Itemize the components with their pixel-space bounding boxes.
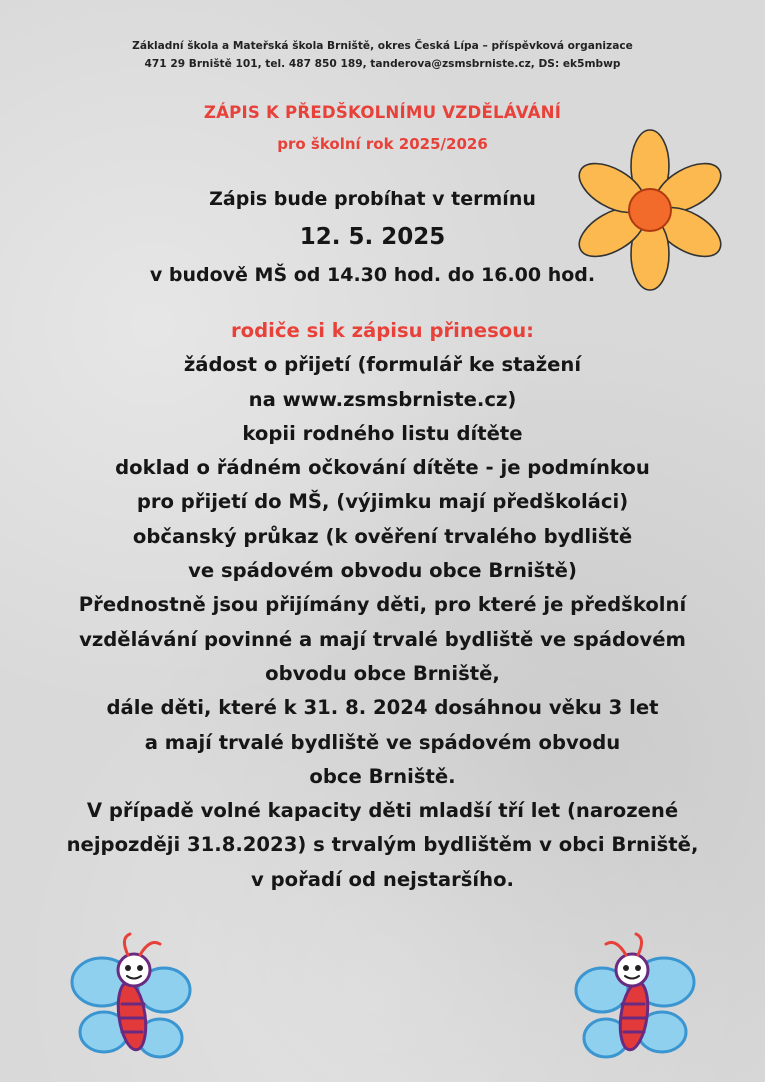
butterfly-icon [572,930,702,1072]
rules-line: v pořadí od nejstaršího. [251,867,514,891]
school-header [0,37,765,73]
bring-line: doklad o řádném očkování dítěte - je podmínkou [115,456,650,480]
requirements-block [0,314,765,897]
bring-line: žádost o přijetí (formulář ke stažení [183,353,582,377]
rules-line: Přednostně jsou přijímány děti, pro které je předškolní [78,593,687,617]
bring-line: kopii rodného listu dítěte [242,421,523,445]
school-name-line: Základní škola a Mateřská škola Brniště, okres Česká Lípa – příspěvková organizace [132,40,633,52]
term-date: 12. 5. 2025 [299,224,446,250]
rules-line: dále děti, které k 31. 8. 2024 dosáhnou věku 3 let [106,696,659,720]
butterfly-icon [64,930,194,1072]
rules-line: vzdělávání povinné a mají trvalé bydliště ve spádovém [79,627,686,651]
flower-icon [578,112,728,290]
school-contact-line: 471 29 Brniště 101, tel. 487 850 189, tanderova@zsmsbrniste.cz, DS: ek5mbwp [144,58,621,70]
school-year-subtitle: pro školní rok 2025/2026 [277,135,488,153]
rules-line: V případě volné kapacity děti mladší tří let (narozené [86,799,679,823]
term-place-time: v budově MŠ od 14.30 hod. do 16.00 hod. [149,264,596,286]
bring-line: na www.zsmsbrniste.cz) [248,387,517,411]
bring-heading: rodiče si k zápisu přinesou: [231,319,534,342]
page-title: ZÁPIS K PŘEDŠKOLNÍMU VZDĚLÁVÁNÍ [203,103,562,122]
bring-line: občanský průkaz (k ověření trvalého bydliště [132,524,633,548]
rules-line: a mají trvalé bydliště ve spádovém obvodu [144,730,621,754]
rules-line: nejpozději 31.8.2023) s trvalým bydlištěm v obci Brniště, [66,833,699,857]
rules-line: obce Brniště. [309,764,456,788]
rules-line: obvodu obce Brniště, [265,661,500,685]
bring-line: ve spádovém obvodu obce Brniště) [188,559,577,583]
term-intro: Zápis bude probíhat v termínu [209,188,536,210]
bring-line: pro přijetí do MŠ, (výjimku mají předškoláci) [136,490,629,514]
